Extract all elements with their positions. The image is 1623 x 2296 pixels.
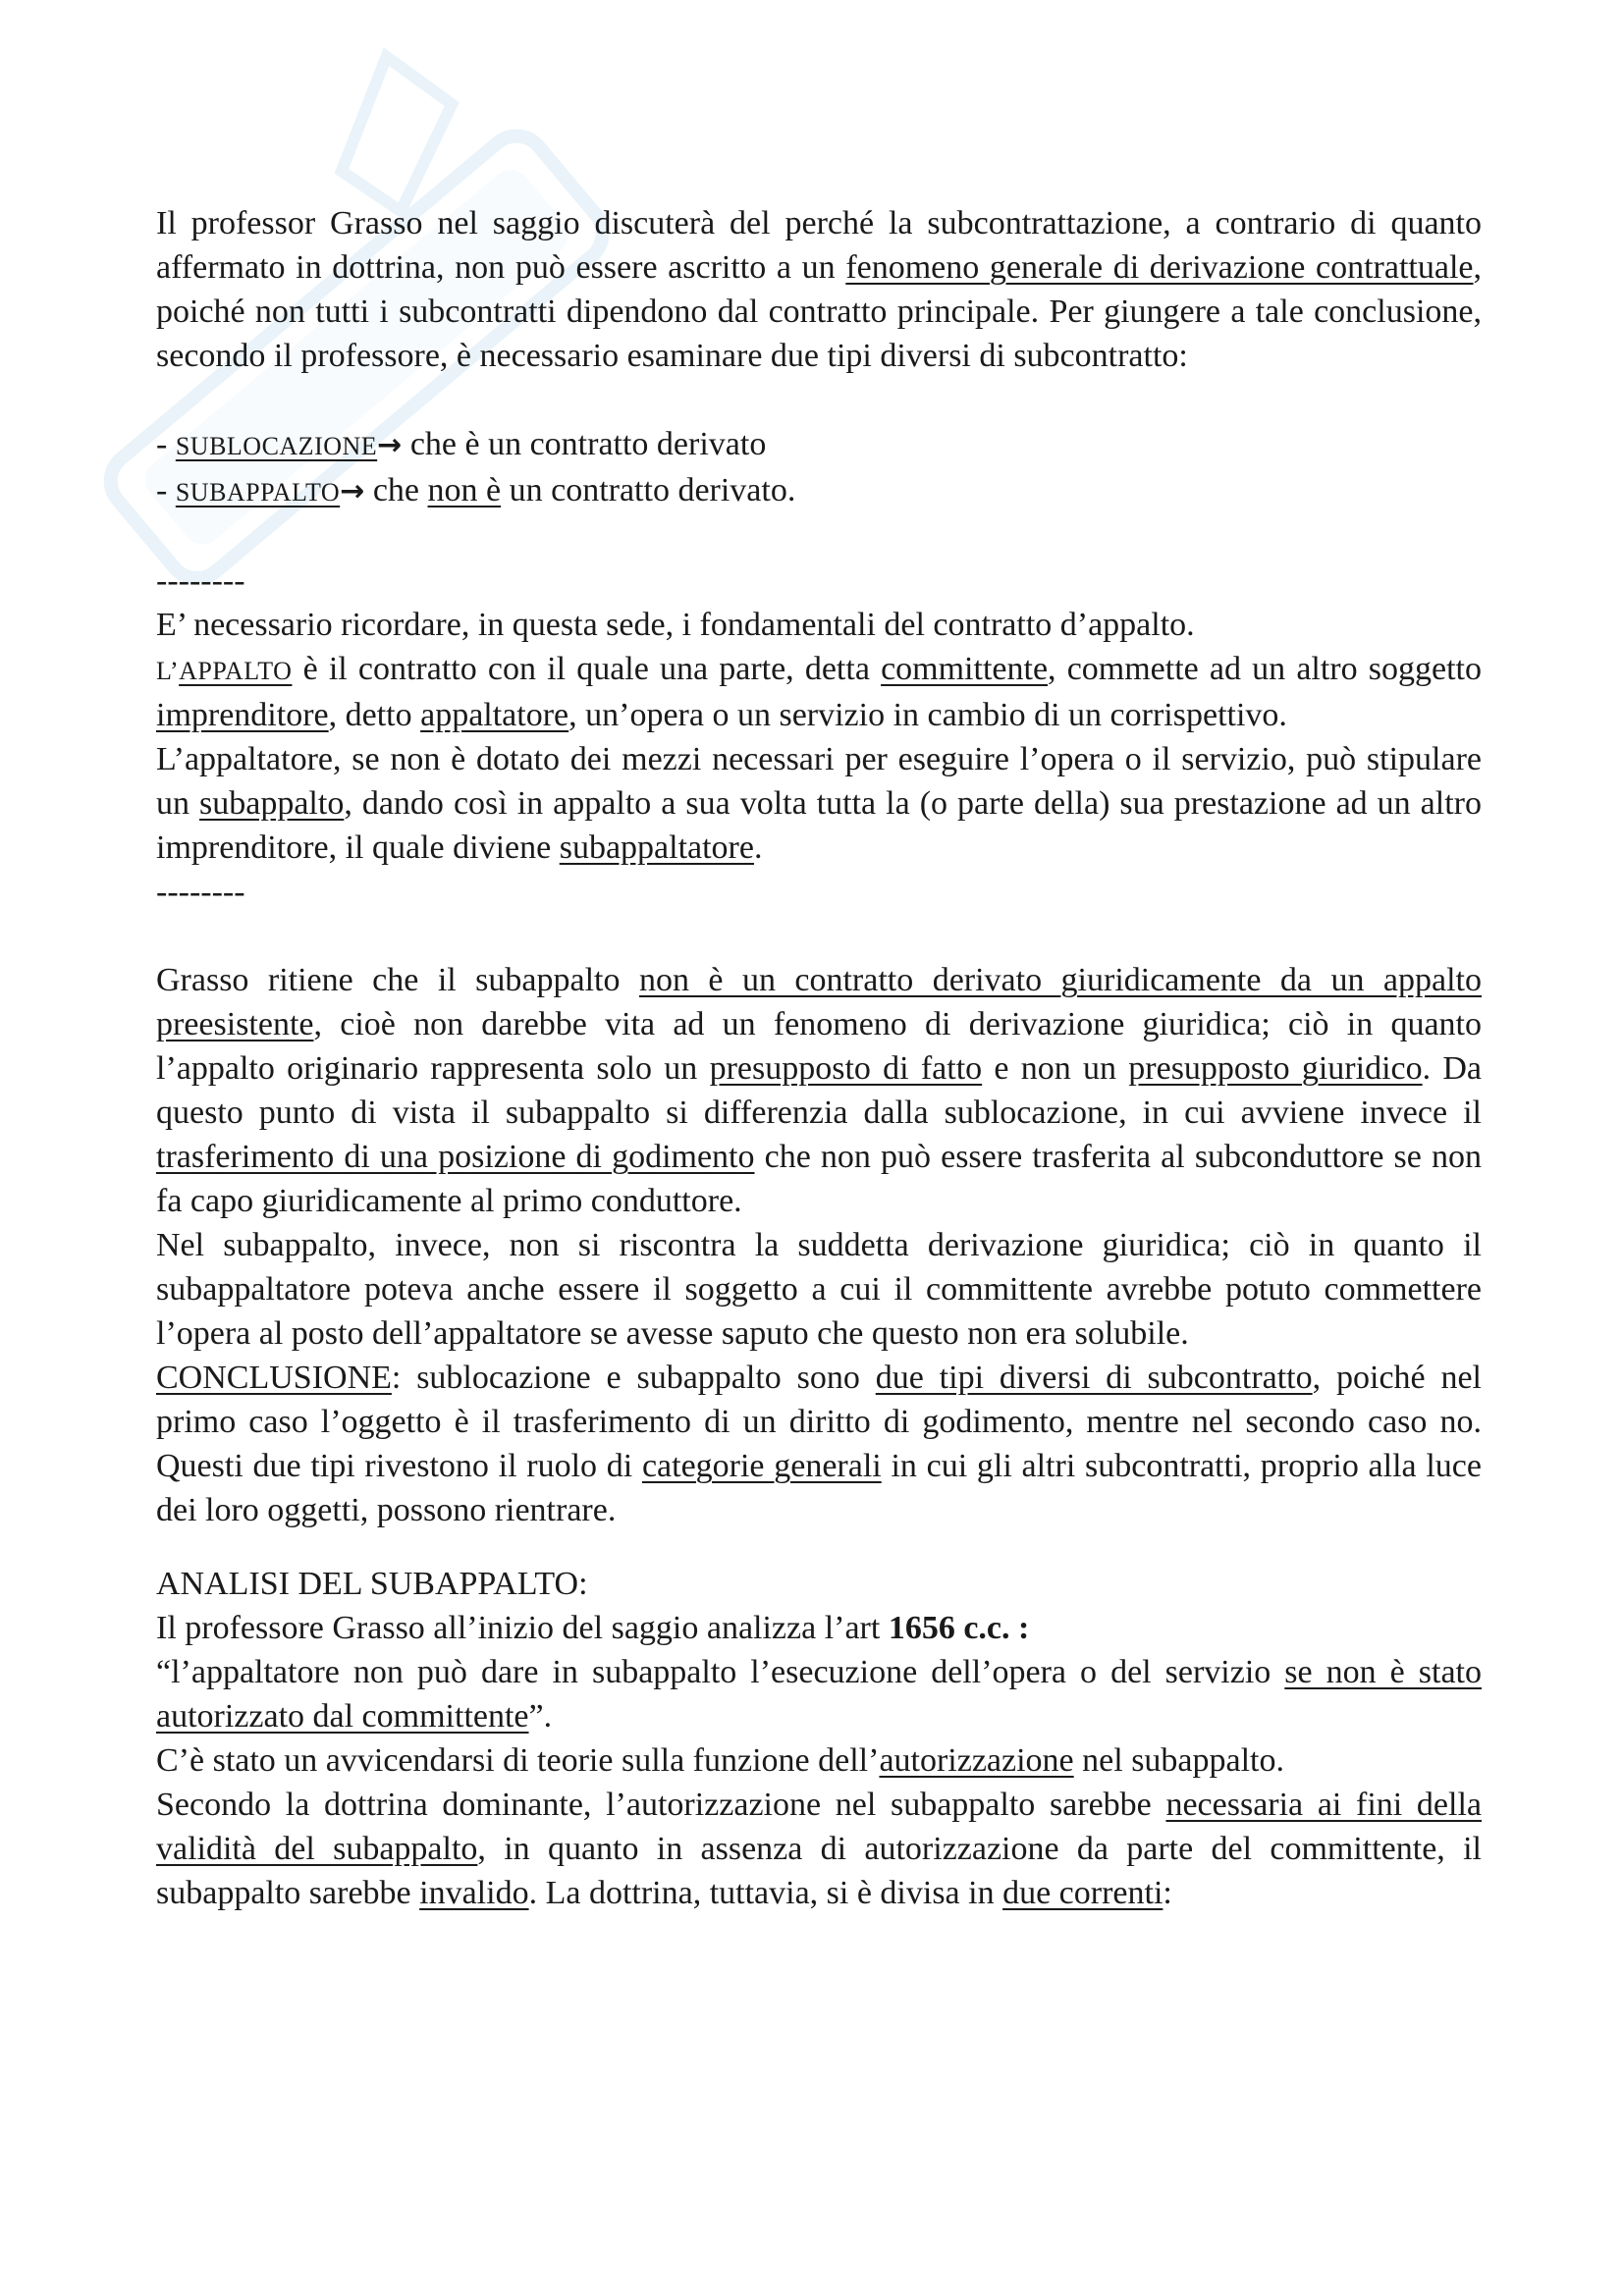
text-run: : sublocazione e subappalto sono	[391, 1360, 876, 1396]
underlined-phrase: non è un contratto derivato giuridicamente da un appalto preesistente	[156, 962, 1482, 1042]
text-run: che è un contratto derivato	[402, 426, 767, 462]
underlined-phrase: necessaria ai fini della validità del subappalto	[156, 1787, 1482, 1867]
text-run: che non può essere trasferita al subconduttore se non fa capo giuridicamente al primo conduttore.	[156, 1139, 1482, 1219]
grasso-paragraph	[156, 958, 1482, 1223]
autorizzazione-line	[156, 1738, 1482, 1783]
text-run: Grasso ritiene che il subappalto	[156, 962, 639, 998]
underlined-phrase: fenomeno generale di derivazione contrattuale	[845, 249, 1474, 286]
underlined-phrase: presupposto di fatto	[709, 1050, 983, 1087]
underlined-phrase: committente	[881, 651, 1049, 687]
underlined-phrase: categorie generali	[641, 1448, 882, 1484]
underlined-phrase: due correnti	[1002, 1875, 1163, 1911]
conclusione-paragraph	[156, 1356, 1482, 1532]
arrow-right-icon: →	[377, 428, 403, 462]
text-run: che	[364, 472, 428, 508]
arrow-right-icon: →	[340, 474, 365, 508]
underlined-phrase: se non è stato autorizzato dal committente	[156, 1654, 1482, 1735]
text-run: , poiché nel primo caso l’oggetto è il trasferimento di un diritto di godimento, mentre nel secondo caso no. Questi due tipi rivestono il ruolo di	[156, 1360, 1483, 1484]
text-run: ”.	[528, 1698, 553, 1735]
text-run: “l’appaltatore non può dare in subappalto l’esecuzione dell’opera o del servizio	[156, 1654, 1285, 1690]
underlined-phrase: trasferimento di una posizione di godimento	[156, 1139, 755, 1175]
conclusione-label: CONCLUSIONE	[156, 1360, 392, 1396]
text-run: , poiché non tutti i subcontratti dipendono dal contratto principale. Per giungere a tale conclusione, secondo il professore, è necessario esaminare due tipi diversi di subcontratto:	[156, 249, 1482, 374]
text-run: L’	[156, 657, 180, 685]
text-run: è il contratto con il quale una parte, detta	[292, 651, 882, 687]
text-run: , un’opera o un servizio in cambio di un corrispettivo.	[568, 697, 1287, 733]
underlined-phrase: due tipi diversi di subcontratto	[875, 1360, 1313, 1396]
list-dash: -	[156, 472, 176, 508]
section-heading: ANALISI DEL SUBAPPALTO:	[156, 1566, 588, 1602]
text-run: :	[1163, 1875, 1172, 1911]
underlined-phrase: autorizzazione	[879, 1742, 1074, 1779]
dottrina-paragraph	[156, 1783, 1482, 1915]
text-run: , cioè non darebbe vita ad un fenomeno di derivazione giuridica; ciò in quanto l’appalto originario rappresenta solo un	[156, 1006, 1482, 1087]
list-item-subappalto	[156, 468, 1482, 514]
text-run: .	[753, 829, 763, 866]
document-body	[156, 201, 1482, 1915]
text-run: Secondo la dottrina dominante, l’autorizzazione nel subappalto sarebbe	[156, 1787, 1166, 1823]
appalto-definition	[156, 647, 1482, 737]
text-run: , dando così in appalto a sua volta tutta la (o parte della) sua prestazione ad un altro imprenditore, il quale diviene	[156, 785, 1482, 866]
text-run: Il professore Grasso all’inizio del saggio analizza l’art	[156, 1610, 889, 1646]
text-run: C’è stato un avvicendarsi di teorie sulla funzione dell’	[156, 1742, 880, 1779]
article-number: 1656 c.c. :	[888, 1610, 1030, 1646]
appalto-intro-line: E’ necessario ricordare, in questa sede, i fondamentali del contratto d’appalto.	[156, 607, 1195, 643]
text-run: nel subappalto.	[1073, 1742, 1284, 1779]
term-subappalto: SUBAPPALTO	[175, 478, 341, 507]
underlined-phrase: subappalto	[199, 785, 345, 822]
term-sublocazione: SUBLOCAZIONE	[175, 432, 378, 460]
underlined-phrase: imprenditore	[156, 697, 329, 733]
text-run: e non un	[982, 1050, 1129, 1087]
article-reference	[156, 1606, 1482, 1650]
text-run: , commette ad un altro soggetto	[1048, 651, 1482, 687]
appalto-subappalto-paragraph	[156, 737, 1482, 870]
text-run: , in quanto in assenza di autorizzazione da parte del committente, il subappalto sarebbe	[156, 1831, 1482, 1911]
intro-paragraph	[156, 201, 1482, 378]
separator-bottom: --------	[156, 874, 245, 910]
separator-top: --------	[156, 562, 245, 599]
underlined-phrase: non è	[427, 472, 502, 508]
text-run: L’appaltatore, se non è dotato dei mezzi necessari per eseguire l’opera o il servizio, può stipulare un	[156, 741, 1482, 822]
underlined-phrase: presupposto giuridico	[1128, 1050, 1423, 1087]
text-run: in cui gli altri subcontratti, proprio alla luce dei loro oggetti, possono rientrare.	[156, 1448, 1482, 1528]
nel-subappalto-paragraph: Nel subappalto, invece, non si riscontra la suddetta derivazione giuridica; ciò in quanto il subappaltatore poteva anche essere il soggetto a cui il committente avrebbe potuto commettere l’opera al posto dell’appaltatore se avesse saputo che questo non era solubile.	[156, 1227, 1482, 1352]
list-dash: -	[156, 426, 176, 462]
text-run: un contratto derivato.	[501, 472, 796, 508]
underlined-phrase: appaltatore	[420, 697, 569, 733]
list-item-sublocazione	[156, 422, 1482, 468]
text-run: Il professor Grasso nel saggio discuterà del perché la subcontrattazione, a contrario di quanto affermato in dottrina, non può essere ascritto a un	[156, 205, 1482, 286]
article-quote	[156, 1650, 1482, 1738]
term-appalto: APPALTO	[179, 657, 293, 685]
watermark-flag	[303, 44, 483, 224]
underlined-phrase: invalido	[419, 1875, 529, 1911]
text-run: . Da questo punto di vista il subappalto si differenzia dalla sublocazione, in cui avviene invece il	[156, 1050, 1483, 1131]
text-run: , detto	[328, 697, 421, 733]
text-run: . La dottrina, tuttavia, si è divisa in	[528, 1875, 1003, 1911]
underlined-phrase: subappaltatore	[559, 829, 754, 866]
